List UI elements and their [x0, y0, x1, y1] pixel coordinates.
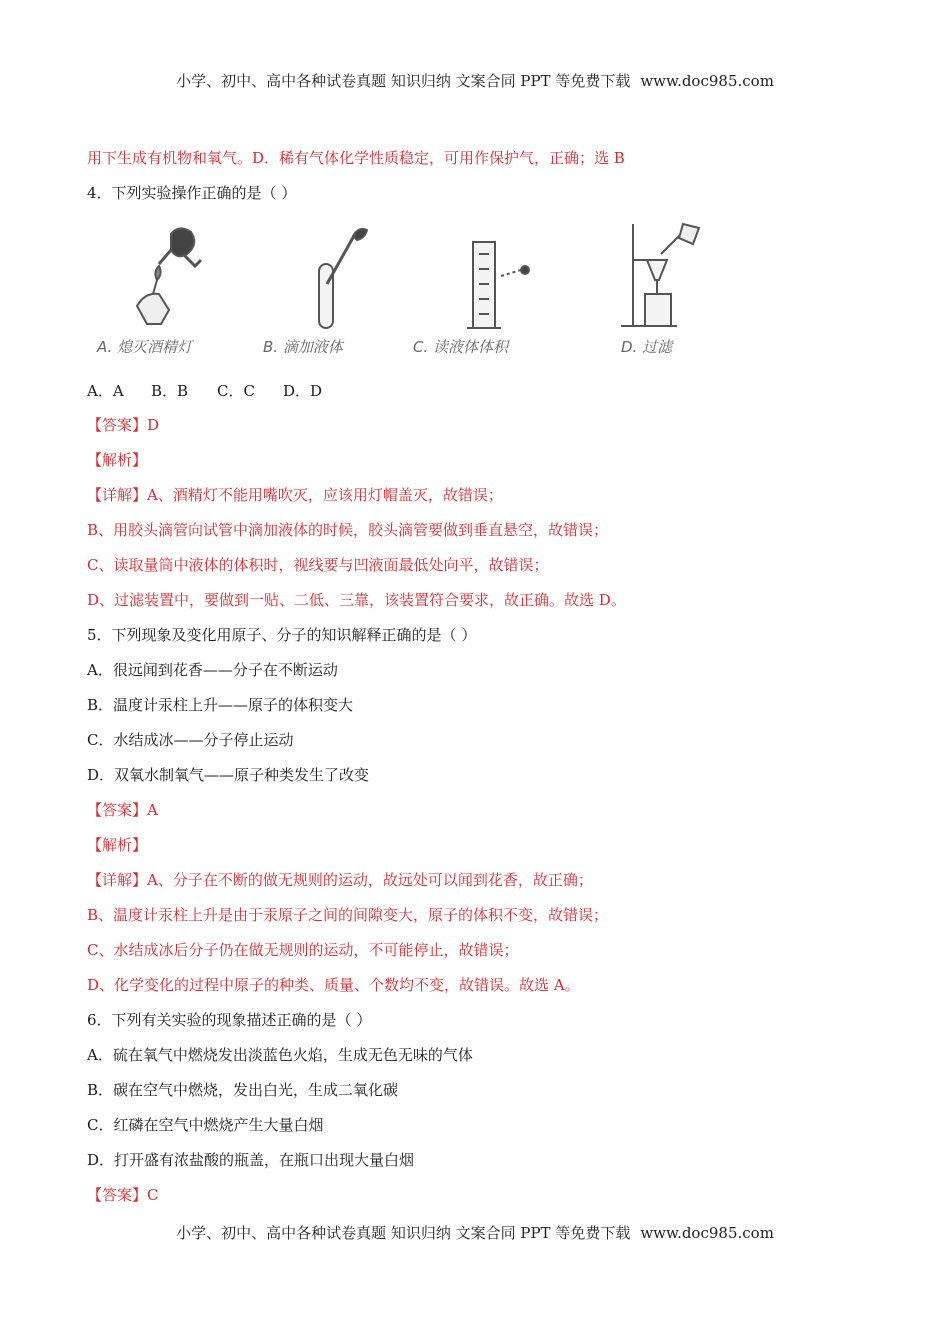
- caption-b: B. 滴加液体: [263, 338, 343, 356]
- q6-option-a: A．硫在氧气中燃烧发出淡蓝色火焰，生成无色无味的气体: [87, 1046, 473, 1064]
- q4-detail-3: C、读取量筒中液体的体积时，视线要与凹液面最低处向平，故错误；: [87, 556, 549, 574]
- q5-detail-1: 【详解】A、分子在不断的做无规则的运动，故远处可以闻到花香，故正确；: [87, 871, 593, 889]
- caption-a: A. 熄灭酒精灯: [97, 338, 193, 356]
- q5-detail-3: C、水结成冰后分子仍在做无规则的运动，不可能停止，故错误；: [87, 941, 519, 959]
- q4-detail-2: B、用胶头滴管向试管中滴加液体的时候，胶头滴管要做到垂直悬空，故错误；: [87, 521, 609, 539]
- page-footer: [0, 1222, 950, 1243]
- q4-analysis-label: 【解析】: [87, 451, 148, 469]
- q4-option-a: A．A: [87, 382, 124, 400]
- q5-option-a: A．很远闻到花香——分子在不断运动: [87, 661, 338, 679]
- prev-answer-tail: 用下生成有机物和氧气。D．稀有气体化学性质稳定，可用作保护气，正确；选 B: [87, 149, 625, 167]
- q4-options: [87, 380, 322, 401]
- q6-option-b: B．碳在空气中燃烧，发出白光，生成二氧化碳: [87, 1081, 399, 1099]
- q4-stem: 4．下列实验操作正确的是（ ）: [87, 184, 297, 202]
- dropper-illustration: [319, 229, 367, 328]
- q5-option-b: B．温度计汞柱上升——原子的体积变大: [87, 696, 354, 714]
- q4-answer: 【答案】D: [87, 416, 160, 434]
- q4-option-b: B．B: [151, 382, 189, 400]
- q5-answer: 【答案】A: [87, 801, 158, 819]
- footer-text: 小学、初中、高中各种试卷真题 知识归纳 文案合同 PPT 等免费下载: [176, 1224, 631, 1242]
- q5-option-d: D．双氧水制氧气——原子种类发生了改变: [87, 766, 370, 784]
- q6-option-d: D．打开盛有浓盐酸的瓶盖，在瓶口出现大量白烟: [87, 1151, 415, 1169]
- header-text: 小学、初中、高中各种试卷真题 知识归纳 文案合同 PPT 等免费下载: [176, 72, 631, 90]
- q4-option-d: D．D: [283, 382, 323, 400]
- header-url[interactable]: www.doc985.com: [640, 72, 774, 90]
- q5-analysis-label: 【解析】: [87, 836, 148, 854]
- q4-option-c: C．C: [217, 382, 255, 400]
- filtration-illustration: [621, 224, 699, 326]
- caption-c: C. 读液体体积: [413, 338, 509, 356]
- graduated-cylinder-illustration: [467, 242, 529, 328]
- q6-answer: 【答案】C: [87, 1186, 159, 1204]
- page-header: [0, 70, 950, 91]
- q4-figure: [87, 214, 707, 364]
- q5-detail-4: D、化学变化的过程中原子的种类、质量、个数均不变，故错误。故选 A。: [87, 976, 580, 994]
- q4-detail-1: 【详解】A、酒精灯不能用嘴吹灭，应该用灯帽盖灭，故错误；: [87, 486, 503, 504]
- q6-stem: 6．下列有关实验的现象描述正确的是（ ）: [87, 1011, 372, 1029]
- footer-url[interactable]: www.doc985.com: [640, 1224, 774, 1242]
- alcohol-lamp-illustration: [137, 228, 201, 324]
- q5-detail-2: B、温度计汞柱上升是由于汞原子之间的间隙变大，原子的体积不变，故错误；: [87, 906, 609, 924]
- q6-option-c: C．红磷在空气中燃烧产生大量白烟: [87, 1116, 324, 1134]
- q5-stem: 5．下列现象及变化用原子、分子的知识解释正确的是（ ）: [87, 626, 477, 644]
- q5-option-c: C．水结成冰——分子停止运动: [87, 731, 294, 749]
- q4-detail-4: D、过滤装置中，要做到一贴、二低、三靠，该装置符合要求，故正确。故选 D。: [87, 591, 626, 609]
- caption-d: D. 过滤: [621, 338, 673, 356]
- q4-illustrations: [87, 214, 707, 334]
